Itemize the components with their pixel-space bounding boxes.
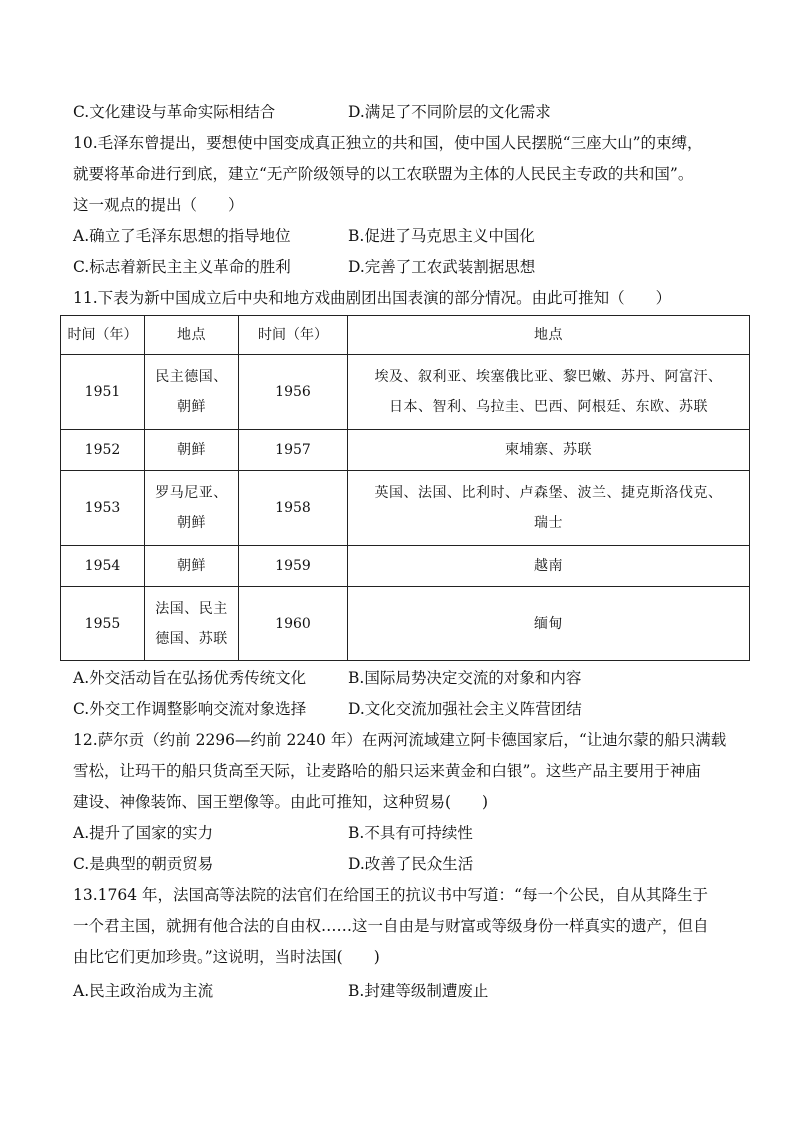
q11-option-b: B.国际局势决定交流的对象和内容 [348,669,582,687]
q10-option-c: C.标志着新民主主义革命的胜利 [73,258,291,276]
year-cell: 1955 [61,587,145,661]
q13-stem-line-2: 一个君主国，就拥有他合法的自由权……这一自由是与财富或等级身份一样真实的遗产，但自 [73,917,709,935]
q12-stem-line-3: 建设、神像装饰、国王塑像等。由此可推知，这种贸易( ) [73,793,489,811]
place-cell: 越南 [348,546,750,587]
place-cell: 朝鲜 [145,430,239,471]
table-row [61,587,750,661]
place-cell: 法国、民主 德国、苏联 [145,587,239,661]
q10-stem-line-1: 10.毛泽东曾提出，要想使中国变成真正独立的共和国，使中国人民摆脱“三座大山”的束缚， [73,134,703,152]
q13-option-a: A.民主政治成为主流 [73,982,214,1000]
year-cell: 1958 [239,471,348,546]
q10-stem-line-2: 就要将革命进行到底，建立“无产阶级领导的以工农联盟为主体的人民民主专政的共和国”。 [73,165,694,183]
performance-table [60,315,750,661]
q9-option-d: D.满足了不同阶层的文化需求 [348,103,551,121]
table-row [61,355,750,430]
q11-option-c: C.外交工作调整影响交流对象选择 [73,700,307,718]
q12-stem-line-1: 12.萨尔贡（约前 2296—约前 2240 年）在两河流域建立阿卡德国家后，“让迪尔蒙的船只满载 [73,731,727,749]
q13-stem-line-1: 13.1764 年，法国高等法院的法官们在给国王的抗议书中写道：“每一个公民，自从其降生于 [73,886,708,904]
q12-option-b: B.不具有可持续性 [348,824,473,842]
q11-option-a: A.外交活动旨在弘扬优秀传统文化 [73,669,307,687]
place-cell: 罗马尼亚、 朝鲜 [145,471,239,546]
q10-stem-line-3: 这一观点的提出（ ） [73,196,244,214]
q12-stem-line-2: 雪松，让玛干的船只货高至天际，让麦路哈的船只运来黄金和白银”。这些产品主要用于神庙 [73,762,701,780]
year-cell: 1956 [239,355,348,430]
header-year-2: 时间（年） [239,316,348,355]
place-cell: 埃及、叙利亚、埃塞俄比亚、黎巴嫩、苏丹、阿富汗、 日本、智利、乌拉圭、巴西、阿根廷、东欧、苏联 [348,355,750,430]
year-cell: 1952 [61,430,145,471]
q10-option-a: A.确立了毛泽东思想的指导地位 [73,227,291,245]
q12-option-d: D.改善了民众生活 [348,855,474,873]
q12-option-a: A.提升了国家的实力 [73,824,214,842]
place-cell: 缅甸 [348,587,750,661]
year-cell: 1953 [61,471,145,546]
q11-stem: 11.下表为新中国成立后中央和地方戏曲剧团出国表演的部分情况。由此可推知（ ） [73,289,672,307]
year-cell: 1960 [239,587,348,661]
year-cell: 1957 [239,430,348,471]
table-row [61,471,750,546]
table-header-row [61,316,750,355]
table-row [61,430,750,471]
place-cell: 英国、法国、比利时、卢森堡、波兰、捷克斯洛伐克、 瑞士 [348,471,750,546]
q10-option-b: B.促进了马克思主义中国化 [348,227,535,245]
q11-option-d: D.文化交流加强社会主义阵营团结 [348,700,582,718]
year-cell: 1951 [61,355,145,430]
place-cell: 朝鲜 [145,546,239,587]
header-place-2: 地点 [348,316,750,355]
q13-stem-line-3: 由比它们更加珍贵。”这说明，当时法国( ) [73,948,380,966]
year-cell: 1954 [61,546,145,587]
q12-option-c: C.是典型的朝贡贸易 [73,855,214,873]
table-row [61,546,750,587]
q13-option-b: B.封建等级制遭废止 [348,982,489,1000]
q10-option-d: D.完善了工农武装割据思想 [348,258,536,276]
header-place-1: 地点 [145,316,239,355]
place-cell: 柬埔寨、苏联 [348,430,750,471]
place-cell: 民主德国、 朝鲜 [145,355,239,430]
header-year-1: 时间（年） [61,316,145,355]
q9-option-c: C.文化建设与革命实际相结合 [73,103,276,121]
year-cell: 1959 [239,546,348,587]
